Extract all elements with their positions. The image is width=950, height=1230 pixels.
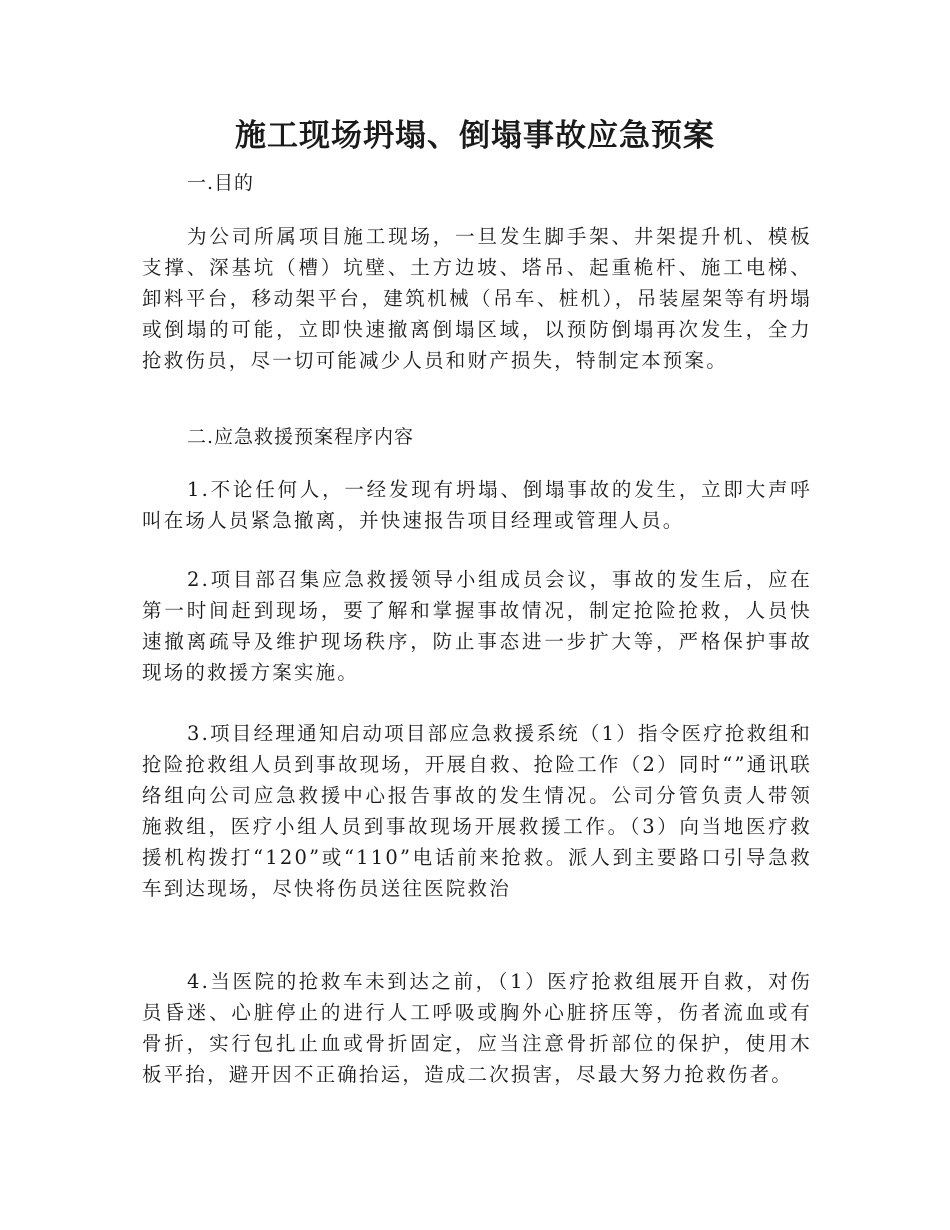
document-title: 施工现场坍塌、倒塌事故应急预案 (235, 118, 715, 154)
section-heading-procedure: 二.应急救援预案程序内容 (187, 426, 415, 448)
section-heading-purpose: 一.目的 (187, 172, 255, 194)
procedure-item-1: 1.不论任何人，一经发现有坍塌、倒塌事故的发生，立即大声呼叫在场人员紧急撤离，并快速报告项目经理或管理人员。 (142, 478, 812, 532)
procedure-item-3: 3.项目经理通知启动项目部应急救援系统（1）指令医疗抢救组和抢险抢救组人员到事故现场，开展自救、抢险工作（2）同时“”通讯联络组向公司应急救援中心报告事故的发生情况。公司分管负责人带领施救组，医疗小组人员到事故现场开展救援工作。（3）向当地医疗救援机构拨打“120”或“110”电话前来抢救。派人到主要路口引导急救车到达现场，尽快将伤员送往医院救治 (142, 722, 812, 900)
procedure-item-2: 2.项目部召集应急救援领导小组成员会议，事故的发生后，应在第一时间赶到现场，要了解和掌握事故情况，制定抢险抢救，人员快速撤离疏导及维护现场秩序，防止事态进一步扩大等，严格保护事故现场的救援方案实施。 (142, 568, 812, 684)
procedure-item-4: 4.当医院的抢救车未到达之前，（1）医疗抢救组展开自救，对伤员昏迷、心脏停止的进行人工呼吸或胸外心脏挤压等，伤者流血或有骨折，实行包扎止血或骨折固定，应当注意骨折部位的保护，使用木板平抬，避开因不正确抬运，造成二次损害，尽最大努力抢救伤者。 (142, 970, 812, 1086)
paragraph-purpose: 为公司所属项目施工现场，一旦发生脚手架、井架提升机、模板支撑、深基坑（槽）坑壁、土方边坡、塔吊、起重桅杆、施工电梯、卸料平台，移动架平台，建筑机械（吊车、桩机），吊装屋架等有坍塌或倒塌的可能，立即快速撤离倒塌区域，以预防倒塌再次发生，全力抢救伤员，尽一切可能减少人员和财产损失，特制定本预案。 (142, 225, 812, 372)
